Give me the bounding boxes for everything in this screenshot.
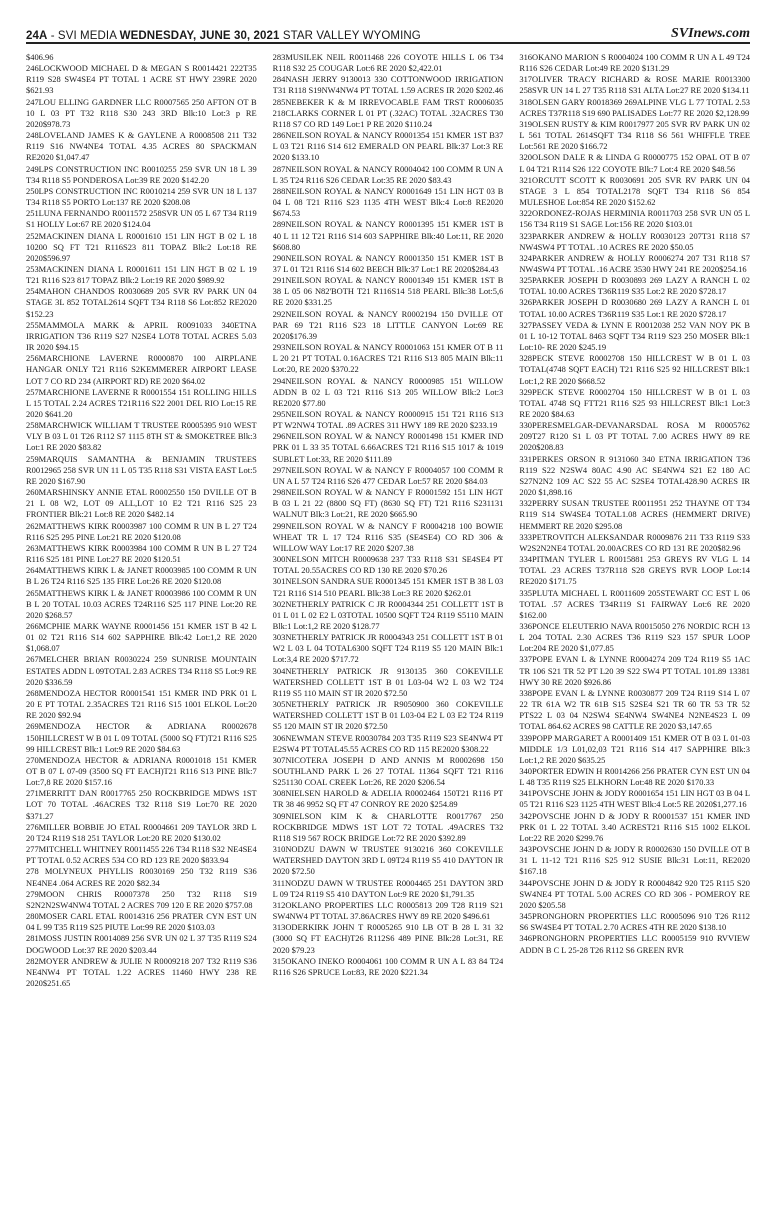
tax-notice-entry: 276MILLER BOBBIE JO ETAL R0004661 209 TAYLOR 3RD L 20 T24 R119 S18 251 TAYLOR Lot:20 RE 2020 $130.02 <box>26 821 257 843</box>
tax-notice-entry: 342POVSCHE JOHN D & JODY R R0001537 151 KMER IND PRK 01 L 22 TOTAL 3.40 ACREST21 R116 S15 1002 ELKOL Lot:22 RE 2020 $299.76 <box>519 810 751 843</box>
tax-notice-entry: 250LPS CONSTRUCTION INC R0010214 259 SVR UN 18 L 137 T34 R118 S5 PORTO Lot:137 RE 2020 $208.08 <box>26 185 257 208</box>
tax-notice-entry: 258MARCHWICK WILLIAM T TRUSTEE R0005395 910 WEST VLY B 03 L 01 T26 R112 S7 1115 8TH ST & SMOKETREE Blk:3 Lot:1 RE 2020 $83.82 <box>26 420 257 453</box>
tax-notice-entry: 338POPE EVAN L & LYNNE R0030877 209 T24 R119 S14 L 07 22 TR 61A W2 TR 61B S15 S2SE4 S21 TR 60 TR 53 TR 52 PTS22 L 03 04 N2SW4 SE4NW4 SW4NE4 N2NE4S23 L 09 TOTAL 864.62 ACRES 98 CATTLE RE 2020 $3,147.65 <box>519 687 751 732</box>
tax-notice-entry: 316OKANO MARION S R0004024 100 COMM R UN A L 49 T24 R116 S26 CEDAR Lot:49 RE 2020 $131.29 <box>519 52 751 74</box>
tax-notice-entry: 344POVSCHE JOHN D & JODY R R0004842 920 T25 R115 S20 SW4NE4 PT TOTAL 5.00 ACRES CO RD 306 - POMEROY RE 2020 $205.58 <box>519 877 751 910</box>
tax-notice-entry: 288NEILSON ROYAL & NANCY R0001649 151 LIN HGT 03 B 04 L 08 T21 R116 S23 1135 4TH WEST Blk:4 Lot:8 RE2020 $674.53 <box>272 185 504 219</box>
tax-notice-entry: 327PASSEY VEDA & LYNN E R0012038 252 VAN NOY PK B 01 L 10-12 TOTAL 8463 SQFT T34 R119 S23 250 MOSER Blk:1 Lot:10- RE 2020 $245.19 <box>519 319 751 353</box>
tax-notice-entry: 324PARKER ANDREW & HOLLY R0006274 207 T31 R118 S7 NW4SW4 PT TOTAL .16 ACRE 3530 HWY 241 RE 2020$254.16 <box>519 252 751 274</box>
tax-notice-entry: 300NELSON MITCH R0009638 237 T33 R118 S31 SE4SE4 PT TOTAL 20.55ACRES CO RD 130 RE 2020 $70.26 <box>272 554 504 576</box>
tax-notice-entry: 309NIELSON KIM K & CHARLOTTE R0017767 250 ROCKBRIDGE MDWS 1ST LOT 72 TOTAL .49ACRES T32 R118 S19 567 ROCK BRIDGE Lot:72 RE 2020 $392.89 <box>272 810 504 843</box>
tax-notice-entry: 293NEILSON ROYAL & NANCY R0001063 151 KMER OT B 11 L 20 21 PT TOTAL 0.16ACRES T21 R116 S13 805 MAIN Blk:11 Lot:20, RE 2020 $370.22 <box>272 342 504 375</box>
tax-notice-entry: 292NEILSON ROYAL & NANCY R0002194 150 DVILLE OT PAR 69 T21 R116 S23 18 LITTLE CANYON Lot:69 RE 2020$176.39 <box>272 308 504 341</box>
tax-notice-entry: 252MACKINEN DIANA L R0001610 151 LIN HGT B 02 L 18 10200 SQ FT T21 R116S23 811 TOPAZ Blk:2 Lot:18 RE 2020$596.97 <box>26 230 257 263</box>
notice-columns <box>26 52 750 1187</box>
tax-notice-entry: 290NEILSON ROYAL & NANCY R0001350 151 KMER 1ST B 37 L 01 T21 R116 S14 602 BEECH Blk:37 Lot:1 RE 2020$284.43 <box>272 252 504 274</box>
tax-notice-entry: 320OLSON DALE R & LINDA G R0000775 152 OPAL OT B 07 L 04 T21 R114 S26 122 COYOTE Blk:7 Lot:4 RE 2020 $48.56 <box>519 152 751 174</box>
column-1 <box>26 52 257 1187</box>
tax-notice-entry: 289NEILSON ROYAL & NANCY R0001395 151 KMER 1ST B 40 L 11 12 T21 R116 S14 603 SAPPHIRE Blk:40 Lot:11, RE 2020 $608.80 <box>272 219 504 252</box>
tax-notice-entry: 305NETHERLY PATRICK JR R9050900 360 COKEVILLE WATERSHED COLLETT 1ST B 01 L03-04 E2 L 03 E2 T24 R119 S5 120 MAIN ST IR 2020 $72.50 <box>272 699 504 732</box>
tax-notice-entry: 277MITCHELL WHITNEY R0011455 226 T34 R118 S32 NE4SE4 PT TOTAL 0.52 ACRES 534 CO RD 123 RE 2020 $833.94 <box>26 844 257 866</box>
tax-notice-entry: 333PETROVITCH ALEKSANDAR R0009876 211 T33 R119 S33 W2S2N2NE4 TOTAL 20.00ACRES CO RD 131 RE 2020$82.96 <box>519 531 751 553</box>
tax-notice-entry: 280MOSER CARL ETAL R0014316 256 PRATER CYN EST UN 04 L 99 T35 R119 S25 PIUTE Lot:99 RE 2020 $103.03 <box>26 911 257 933</box>
tax-notice-entry: 248LOVELAND JAMES K & GAYLENE A R0008508 211 T32 R119 S16 NW4NE4 TOTAL 4.35 ACRES 80 SPACKMAN RE2020 $1,047.47 <box>26 130 257 163</box>
tax-notice-entry: 287NEILSON ROYAL & NANCY R0004042 100 COMM R UN A L 35 T24 R116 S26 CEDAR Lot:35 RE 2020 $83.43 <box>272 163 504 185</box>
tax-notice-entry: 317OLIVER TRACY RICHARD & ROSE MARIE R0013300 258SVR UN 14 L 27 T35 R118 S31 ALTA Lot:27 RE 2020 $134.11 <box>519 74 751 96</box>
tax-notice-entry: 294NEILSON ROYAL & NANCY R0000985 151 WILLOW ADDN B 02 L 03 T21 R116 S13 205 WILLOW Blk:2 Lot:3 RE2020 $77.80 <box>272 375 504 408</box>
tax-notice-entry: 268MENDOZA HECTOR R0001541 151 KMER IND PRK 01 L 20 E PT TOTAL 2.35ACRES T21 R116 S15 1001 ELKOL Lot:20 RE 2020 $92.94 <box>26 687 257 721</box>
tax-notice-entry: 335PLUTA MICHAEL L R0011609 205STEWART CC EST L 06 TOTAL .57 ACRES T34R119 S1 FAIRWAY Lot:6 RE 2020 $162.00 <box>519 587 751 620</box>
tax-notice-entry: 318OLSEN GARY R0018369 269ALPINE VLG L 77 TOTAL 2.53 ACRES T37R118 S19 690 PALISADES Lot:77 RE 2020 $2,128.99 <box>519 96 751 118</box>
tax-notice-entry: 339POPP MARGARET A R0001409 151 KMER OT B 03 L 01-03 MIDDLE 1/3 L01,02,03 T21 R116 S14 417 SAPPHIRE Blk:3 Lot:1,2 RE 2020 $635.25 <box>519 732 751 765</box>
tax-notice-entry: 299NEILSON ROYAL W & NANCY F R0004218 100 BOWIE WHEAT TR L 17 T24 R116 S35 (SE4SE4) CO RD 306 & WILLOW WAY Lot:17 RE 2020 $207.38 <box>272 520 504 553</box>
tax-notice-entry: 283MUSILEK NEIL R0011468 226 COYOTE HILLS L 06 T34 R118 S32 25 COUGAR Lot:6 RE 2020 $2,422.01 <box>272 52 504 74</box>
tax-notice-entry: 334PITMAN TYLER L R0015881 253 GREYS RV VLG L 14 TOTAL .23 ACRES T37R118 S28 GREYS RVR LOOP Lot:14 RE2020 $171.75 <box>519 554 751 587</box>
tax-notice-entry: 247LOU ELLING GARDNER LLC R0007565 250 AFTON OT B 10 L 03 PT T32 R118 S30 243 3RD Blk:10 Lot:3 p RE 2020$978.73 <box>26 96 257 129</box>
tax-notice-entry: 336PONCE ELEUTERIO NAVA R0015050 276 NORDIC RCH 13 L 204 TOTAL 2.30 ACRES T36 R119 S23 157 SPUR LOOP Lot:204 RE 2020 $1,077.85 <box>519 620 751 654</box>
tax-notice-entry: $406.96 <box>26 52 54 62</box>
tax-notice-entry: 340PORTER EDWIN H R0014266 256 PRATER CYN EST UN 04 L 48 T35 R119 S25 ELKHORN Lot:48 RE 2020 $170.33 <box>519 766 751 788</box>
tax-notice-entry: 263MATTHEWS KIRK R0003984 100 COMM R UN B L 27 T24 R116 S25 181 PINE Lot:27 RE 2020 $120.51 <box>26 542 257 565</box>
tax-notice-entry: 264MATTHEWS KIRK L & JANET R0003985 100 COMM R UN B L 26 T24 R116 S25 135 FIRE Lot:26 RE 2020 $120.08 <box>26 565 257 587</box>
tax-notice-entry: 332PERRY SUSAN TRUSTEE R0011951 252 THAYNE OT T34 R119 S14 SW4SE4 TOTAL1.08 ACRES (HEMMERT DRIVE) HEMMERT RE 2020 $295.08 <box>519 498 751 531</box>
tax-notice-entry: 301NELSON SANDRA SUE R0001345 151 KMER 1ST B 38 L 03 T21 R116 S14 510 PEARL Blk:38 Lot:3 RE 2020 $262.01 <box>272 576 504 598</box>
tax-notice-entry: 251LUNA FERNANDO R0011572 258SVR UN 05 L 67 T34 R119 S1 HOLLY Lot:67 RE 2020 $124.04 <box>26 208 257 230</box>
tax-notice-entry: 253MACKINEN DIANA L R0001611 151 LIN HGT B 02 L 19 T21 R116 S23 817 TOPAZ Blk:2 Lot:19 RE 2020 $989.92 <box>26 263 257 286</box>
tax-notice-entry: 343POVSCHE JOHN D & JODY R R0002630 150 DVILLE OT B 31 L 11-12 T21 R116 S25 912 SUSIE Blk:31 Lot:11, RE2020 $167.18 <box>519 844 751 877</box>
tax-notice-entry: 306NEWMAN STEVE R0030784 203 T35 R119 S23 SE4NW4 PT E2SW4 PT TOTAL45.55 ACRES CO RD 115 RE2020 $308.22 <box>272 732 504 754</box>
tax-notice-entry: 279MOON CHRIS R0007378 250 T32 R118 S19 S2N2N2SW4NW4 TOTAL 2 ACRES 709 120 E RE 2020 $757.08 <box>26 888 257 910</box>
tax-notice-entry: 259MARQUIS SAMANTHA & BENJAMIN TRUSTEES R0012965 258 SVR UN 11 L 05 T35 R118 S31 VISTA EAST Lot:5 RE 2020 $167.90 <box>26 453 257 486</box>
tax-notice-entry: 304NETHERLY PATRICK JR 9130135 360 COKEVILLE WATERSHED COLLETT 1ST B 01 L03-04 W2 L 03 W2 T24 R119 S5 110 MAIN ST IR 2020 $72.50 <box>272 665 504 698</box>
tax-notice-entry: 331PERKES ORSON R 9131060 340 ETNA IRRIGATION T36 R119 S22 N2SW4 80AC 4.90 AC SE4NW4 S21 E2 180 AC S27N2N2 109 AC S22 55 AC S2SE4 TOTAL428.90 ACRES IR 2020 $1,898.16 <box>519 453 751 498</box>
tax-notice-entry: 325PARKER JOSEPH D R0030893 269 LAZY A RANCH L 02 TOTAL 10.00 ACRES T36R119 S35 Lot:2 RE 2020 $728.17 <box>519 275 751 297</box>
tax-notice-entry: 282MOYER ANDREW & JULIE N R0009218 207 T32 R119 S36 NE4NW4 PT TOTAL 1.22 ACRES 11460 HWY 238 RE 2020$251.65 <box>26 955 257 988</box>
tax-notice-entry: 265MATTHEWS KIRK L & JANET R0003986 100 COMM R UN B L 20 TOTAL 10.03 ACRES T24R116 S25 117 PINE Lot:20 RE 2020 $268.57 <box>26 587 257 620</box>
tax-notice-entry: 313ODERKIRK JOHN T R0005265 910 LB OT B 28 L 31 32 (3000 SQ FT EACH)T26 R112S6 489 PINE Blk:28 Lot:31, RE 2020 $79.23 <box>272 922 504 955</box>
tax-notice-entry: 286NEILSON ROYAL & NANCY R0001354 151 KMER 1ST B37 L 03 T21 R116 S14 612 EMERALD ON PEARL Blk:37 Lot:3 RE 2020 $133.10 <box>272 130 504 163</box>
tax-notice-entry: 341POVSCHE JOHN & JODY R0001654 151 LIN HGT 03 B 04 L 05 T21 R116 S23 1125 4TH WEST Blk:4 Lot:5 RE 2020$1,277.16 <box>519 788 751 810</box>
tax-notice-entry: 296NEILSON ROYAL W & NANCY R0001498 151 KMER IND PRK 01 L 33 35 TOTAL 6.66ACRES T21 R116 S15 1017 & 1019 SUBLET Lot:33, RE 2020 $111.89 <box>272 431 504 464</box>
tax-notice-entry: 269MENDOZA HECTOR & ADRIANA R0002678 150HILLCREST W B 01 L 09 TOTAL (5000 SQ FT)T21 R116 S25 99 HILLCREST Blk:1 Lot:9 RE 2020 $84.63 <box>26 721 257 754</box>
tax-notice-entry: 326PARKER JOSEPH D R0030680 269 LAZY A RANCH L 01 TOTAL 10.00 ACRES T36R119 S35 Lot:1 RE 2020 $728.17 <box>519 297 751 319</box>
tax-notice-entry: 307NICOTERA JOSEPH D AND ANNIS M R0002698 150 SOUTHLAND PARK L 26 27 TOTAL 11364 SQFT T21 R116 S251130 COAL CREEK Lot:26, RE 2020 $206.54 <box>272 754 504 788</box>
tax-notice-entry: 315OKANO INEKO R0004061 100 COMM R UN A L 83 84 T24 R116 S26 SPRUCE Lot:83, RE 2020 $221.34 <box>272 955 504 977</box>
tax-notice-entry: 249LPS CONSTRUCTION INC R0010255 259 SVR UN 18 L 39 T34 R118 S5 PONDEROSA Lot:39 RE 2020 $142.20 <box>26 163 257 185</box>
tax-notice-entry: 257MARCHIONE LAVERNE R R0001554 151 ROLLING HILLS L 15 TOTAL 2.24 ACRES T21R116 S22 2001 DEL RIO Lot:15 RE 2020 $641.20 <box>26 386 257 419</box>
tax-notice-entry: 322ORDONEZ-ROJAS HERMINIA R0011703 258 SVR UN 05 L 156 T34 R119 S1 SAGE Lot:156 RE 2020 $103.01 <box>519 208 751 230</box>
page-number: 24A <box>26 30 48 42</box>
tax-notice-entry: 298NEILSON ROYAL W & NANCY F R0001592 151 LIN HGT B 03 L 21 22 (8800 SQ FT) (8630 SQ FT) T21 R116 S231131 WALNUT Blk:3 Lot:21, RE 2020 $665.90 <box>272 487 504 520</box>
tax-notice-entry: 260MARSHINSKY ANNIE ETAL R0002550 150 DVILLE OT B 21 L 08 W2, LOT 09 ALL,LOT 10 E2 T21 R116 S25 23 FRONTIER Blk:21 Lot:8 RE 2020 $482.14 <box>26 487 257 520</box>
tax-notice-entry: 337POPE EVAN L & LYNNE R0004274 209 T24 R119 S5 1AC TR 106 S21 TR 52 PT L20 39 S22 SW4 PT TOTAL 101.89 13381 HWY 30 RE 2020 $926.86 <box>519 654 751 687</box>
tax-notice-entry: 254MAHON CHANDOS R0030689 205 SVR RV PARK UN 04 STAGE 3L 852 TOTAL2614 SQFT T34 R118 S6 Lot:852 RE2020 $152.23 <box>26 286 257 319</box>
tax-notice-entry: 330PERESMELGAR-DEVANARSDAL ROSA M R0005762 209T27 R120 S1 L 03 PT TOTAL 7.00 ACRES HWY 89 RE 2020$208.83 <box>519 420 751 453</box>
tax-notice-entry: 291NEILSON ROYAL & NANCY R0001349 151 KMER 1ST B 38 L 05 06 N82'BOTH T21 R116S14 518 PEARL Blk:38 Lot:5,6 RE 2020 $331.25 <box>272 275 504 308</box>
tax-notice-entry: 302NETHERLY PATRICK C JR R0004344 251 COLLETT 1ST B 01 L 01 L 02 E2 L 03TOTAL 10500 SQFT T24 R119 S5110 MAIN Blk:1 Lot:1,2 RE 2020 $128.77 <box>272 598 504 631</box>
header-left <box>26 30 421 42</box>
tax-notice-entry: 246LOCKWOOD MICHAEL D & MEGAN S R0014421 222T35 R119 S28 SW4SE4 PT TOTAL 1 ACRE ST HWY 239RE 2020 $621.93 <box>26 63 257 96</box>
tax-notice-entry: 297NEILSON ROYAL W & NANCY F R0004057 100 COMM R UN A L 57 T24 R116 S26 477 CEDAR Lot:57 RE 2020 $84.03 <box>272 464 504 486</box>
tax-notice-entry: 262MATTHEWS KIRK R0003987 100 COMM R UN B L 27 T24 R116 S25 295 PINE Lot:21 RE 2020 $120.08 <box>26 520 257 542</box>
tax-notice-entry: 311NODZU DAWN W TRUSTEE R0004465 251 DAYTON 3RD L 09 T24 R119 S5 410 DAYTON Lot:9 RE 2020 $1,791.35 <box>272 877 504 899</box>
region-name: STAR VALLEY WYOMING <box>282 30 421 42</box>
tax-notice-entry: 321ORCUTT SCOTT K R0030691 205 SVR RV PARK UN 04 STAGE 3 L 854 TOTAL2178 SQFT T34 R118 S6 854 MULESHOE Lot:854 RE 2020 $152.62 <box>519 174 751 208</box>
column-2 <box>273 52 504 1187</box>
tax-notice-entry: 255MAMMOLA MARK & APRIL R0091033 340ETNA IRRIGATION T36 R119 S27 N2SE4 LOT8 TOTAL ACRES 5.03 IR 2020 $94.15 <box>26 319 257 353</box>
tax-notice-entry: 328PECK STEVE R0002708 150 HILLCREST W B 01 L 03 TOTAL(4748 SQFT EACH) T21 R116 S25 92 HILLCREST Blk:1 Lot:1,2 RE 2020 $668.52 <box>519 353 751 386</box>
tax-notice-entry: 303NETHERLY PATRICK JR R0004343 251 COLLETT 1ST B 01 W2 L 03 L 04 TOTAL6300 SQFT T24 R119 S5 120 MAIN Blk:1 Lot:3,4 RE 2020 $717.72 <box>272 632 504 665</box>
tax-notice-entry: 345PRONGHORN PROPERTIES LLC R0005096 910 T26 R112 S6 SW4SE4 PT TOTAL 2.70 ACRES 4TH RE 2020 $138.10 <box>519 911 751 933</box>
tax-notice-entry: 278 MOLYNEUX PHYLLIS R0030169 250 T32 R119 S36 NE4NE4 .064 ACRES RE 2020 $82.34 <box>26 866 257 888</box>
tax-notice-entry: 295NEILSON ROYAL & NANCY R0000915 151 T21 R116 S13 PT W2NW4 TOTAL .89 ACRES 311 HWY 189 RE 2020 $233.19 <box>272 409 504 431</box>
newspaper-page <box>0 18 768 1205</box>
tax-notice-entry: 310NODZU DAWN W TRUSTEE 9130216 360 COKEVILLE WATERSHED DAYTON 3RD L 09T24 R119 S5 410 DAYTON IR 2020 $72.50 <box>272 844 504 877</box>
tax-notice-entry: 285NEBEKER K & M IRREVOCABLE FAM TRST R0006035 218CLARKS CORNER L 01 PT (.32AC) TOTAL .32ACRES T30 R118 S7 CO RD 149 Lot:1 P RE 2020 $110.24 <box>272 96 504 129</box>
tax-notice-entry: 267MELCHER BRIAN R0030224 259 SUNRISE MOUNTAIN ESTATES ADDN L 09TOTAL 2.83 ACRES T34 R118 S5 Lot:9 RE 2020 $336.59 <box>26 654 257 687</box>
tax-notice-entry: 319OLSEN RUSTY & KIM R0017977 205 SVR RV PARK UN 02 L 561 TOTAL 2614SQFT T34 R118 S6 561 WHIFFLE TREE Lot:561 RE 2020 $166.72 <box>519 118 751 152</box>
tax-notice-entry: 346PRONGHORN PROPERTIES LLC R0005159 910 RVVIEW ADDN B C L 25-28 T26 R112 S6 GREEN RVR <box>519 933 751 955</box>
tax-notice-entry: 308NIELSEN HAROLD & ADELIA R0002464 150T21 R116 PT TR 38 46 9952 SQ FT 47 CONROY RE 2020 $254.89 <box>272 788 504 810</box>
tax-notice-entry: 256MARCHIONE LAVERNE R0000870 100 AIRPLANE HANGAR ONLY T21 R116 S2KEMMERER AIRPORT LEASE LOT 7 CO RD 234 (AIRPORT RD) RE 2020 $64.02 <box>26 353 257 386</box>
site-name: SVInews.com <box>671 26 750 41</box>
tax-notice-entry: 323PARKER ANDREW & HOLLY R0030123 207T31 R118 S7 NW4SW4 PT TOTAL .10 ACRES RE 2020 $50.05 <box>519 230 751 252</box>
issue-date: WEDNESDAY, JUNE 30, 2021 <box>119 30 280 42</box>
tax-notice-entry: 284NASH JERRY 9130013 330 COTTONWOOD IRRIGATION T31 R118 S19NW4NW4 PT TOTAL 1.59 ACRES IR 2020 $202.46 <box>272 74 504 96</box>
tax-notice-entry: 271MERRITT DAN R0017765 250 ROCKBRIDGE MDWS 1ST LOT 70 TOTAL .46ACRES T32 R118 S19 Lot:70 RE 2020 $371.27 <box>26 788 257 821</box>
tax-notice-entry: 270MENDOZA HECTOR & ADRIANA R0001018 151 KMER OT B 07 L 07-09 (3500 SQ FT EACH)T21 R116 S13 PINE Blk:7 Lot:7,8 RE 2020 $157.16 <box>26 754 257 788</box>
tax-notice-entry: 266MCPHIE MARK WAYNE R0001456 151 KMER 1ST B 42 L 01 02 T21 R116 S14 602 SAPPHIRE Blk:42 Lot:1,2 RE 2020 $1,068.07 <box>26 620 257 654</box>
tax-notice-entry: 312OKLANO PROPERTIES LLC R0005813 209 T28 R119 S21 SW4NW4 PT TOTAL 37.86ACRES HWY 89 RE 2020 $496.61 <box>272 899 504 922</box>
tax-notice-entry: 329PECK STEVE R0002704 150 HILLCREST W B 01 L 03 TOTAL 4748 SQ FTT21 R116 S25 93 HILLCREST Blk:1 Lot:3 RE 2020 $84.63 <box>519 386 751 419</box>
column-3 <box>519 52 750 1187</box>
publication-name: - SVI MEDIA <box>50 30 117 42</box>
tax-notice-entry: 281MOSS JUSTIN R0014089 256 SVR UN 02 L 37 T35 R119 S24 DOGWOOD Lot:37 RE 2020 $203.44 <box>26 933 257 955</box>
page-header <box>26 18 750 44</box>
